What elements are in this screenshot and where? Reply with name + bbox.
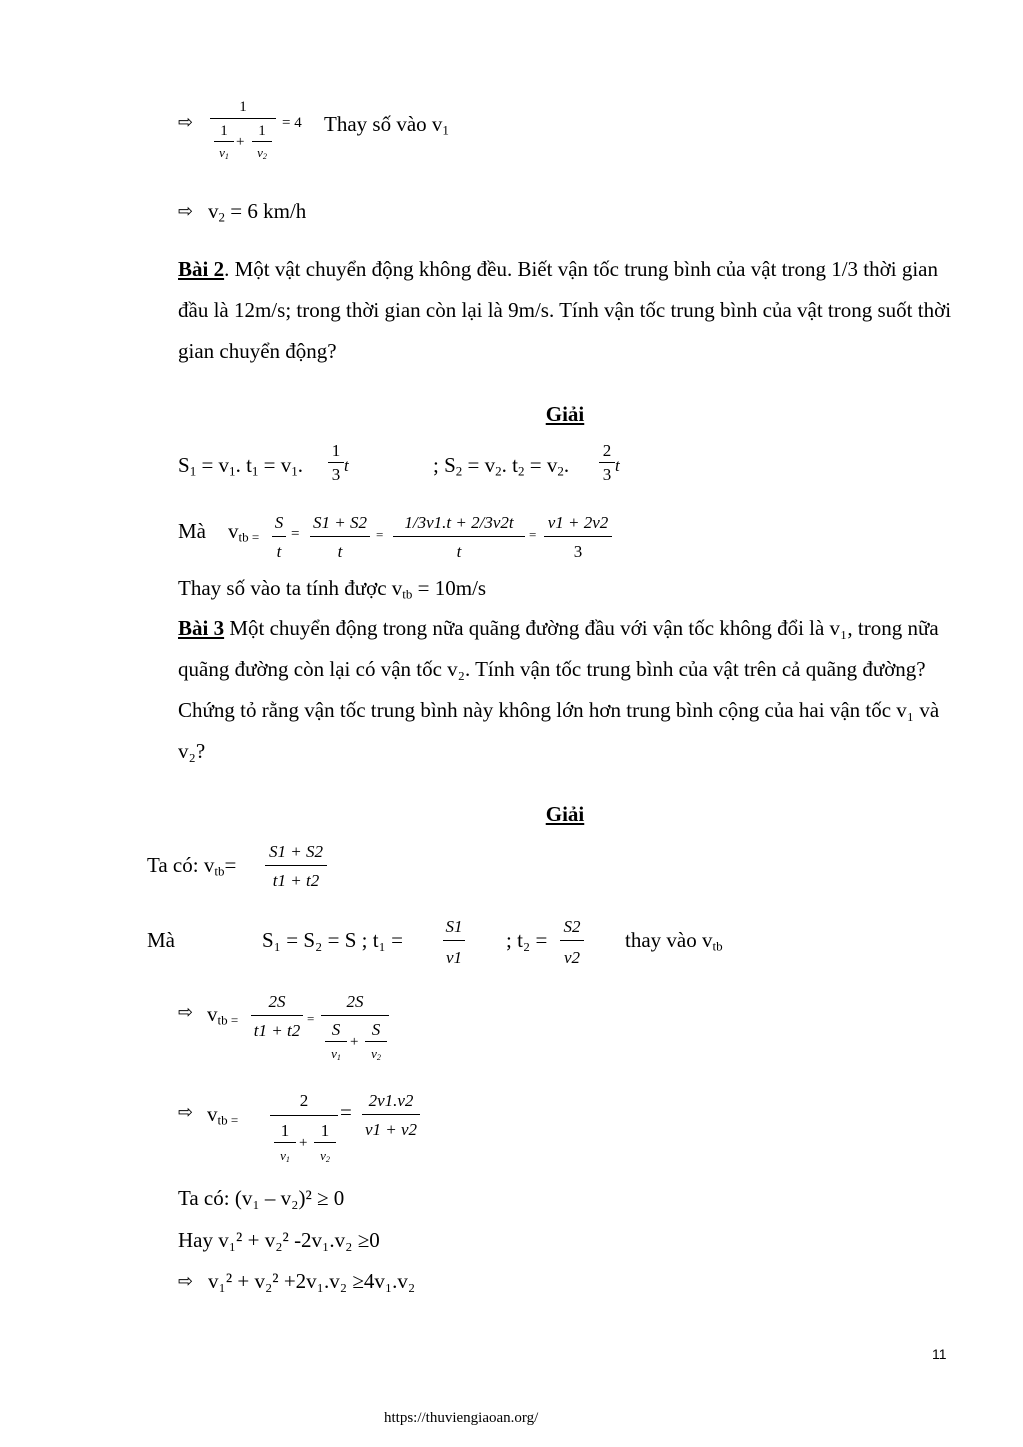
- fraction-two-thirds: 2 3: [599, 442, 615, 483]
- fraction-s1s2-over-t: S1 + S2 t: [310, 514, 370, 560]
- vtb-step2: $v_{tb =}$: [207, 1102, 239, 1128]
- ma-label-2: Mà: [147, 928, 175, 952]
- t2-label: ; t₂ =: [506, 928, 548, 952]
- footer-url[interactable]: https://thuviengiaoan.org/: [384, 1410, 539, 1426]
- inequality-line-1: Ta có: (v₁ – v₂)² ≥ 0: [178, 1186, 345, 1210]
- fraction-average: v1 + 2v2 3: [544, 514, 612, 560]
- v2-result: $v_2 = 6$ km/h: [208, 199, 307, 225]
- implies-arrow-icon: ⇨: [178, 201, 194, 222]
- implies-arrow-icon: ⇨: [178, 1002, 194, 1023]
- s1-formula: $S_1 = v_1$. $t_1 = v_1$.: [178, 453, 304, 479]
- implies-arrow-icon: ⇨: [178, 1271, 194, 1292]
- solution-heading-2: Giải: [545, 802, 585, 826]
- taco-label: Ta có: $v_{tb}=$: [147, 853, 237, 879]
- vtb-label: $v_{tb =}$: [228, 519, 260, 545]
- exercise-3: Bài 3 Một chuyển động trong nữa quãng đường đầu với vận tốc không đổi là v₁, trong nữa quãng đường còn lại có vận tốc v₂. Tính vận tốc trung bình của vật trên cả quãng đường? Chứng tỏ rằng vận tốc trung bình này không lớn hơn trung bình cộng của hai vận tốc v₁ và v₂?: [178, 616, 940, 763]
- result-bai2: Thay số vào ta tính được $v_{tb} = 10m/s$: [178, 576, 487, 602]
- fraction-harmonic: 1 1 $v_1$ + 1 $v_2$: [210, 100, 276, 173]
- page-number: 11: [932, 1346, 947, 1362]
- ma-label: Mà: [178, 519, 206, 543]
- fraction-one-third: 1 3: [328, 442, 344, 483]
- exercise-2: Bài 2. Một vật chuyển động không đều. Biết vận tốc trung bình của vật trong 1/3 thời gian đầu là 12m/s; trong thời gian còn lại là 9m/s. Tính vận tốc trung bình của vật trong suốt thời gian chuyển động?: [178, 257, 952, 363]
- inequality-line-2: Hay v₁² + v₂² -2v₁.v₂ ≥0: [178, 1228, 380, 1252]
- solution-heading-1: Giải: [545, 402, 585, 426]
- substitute-vtb: thay vào $v_{tb}$: [625, 928, 723, 954]
- fraction-weighted-sum: 1/3v1.t + 2/3v2t t: [393, 514, 525, 560]
- fraction-2-over-harmonic: 2 1 $v_1$ + 1 $v_2$: [270, 1092, 338, 1172]
- fraction-t1: S1 v1: [443, 918, 465, 966]
- inequality-line-3: v₁² + v₂² +2v₁.v₂ ≥4v₁.v₂: [208, 1269, 416, 1293]
- equals-four: = 4: [282, 115, 302, 131]
- implies-arrow-icon: ⇨: [178, 112, 194, 133]
- implies-arrow-icon: ⇨: [178, 1102, 194, 1123]
- substitute-text: Thay số vào $v_1$: [324, 112, 449, 138]
- exercise-3-label: Bài 3: [178, 616, 225, 640]
- s-equal: S₁ = S₂ = S ; t₁ =: [262, 928, 403, 952]
- fraction-vtb-def: S1 + S2 t1 + t2: [265, 843, 327, 889]
- s2-formula: ; $S_2 = v_2$. $t_2 = v_2$.: [433, 453, 570, 479]
- fraction-2s-over-sum: 2S S $v_1$ + S $v_2$: [321, 993, 389, 1070]
- fraction-t2: S2 v2: [560, 918, 584, 966]
- vtb-step1: $v_{tb =}$: [207, 1002, 239, 1028]
- fraction-s-over-t: S t: [272, 514, 286, 560]
- fraction-harmonic-mean: 2v1.v2 v1 + v2: [362, 1092, 420, 1138]
- fraction-2s-over-t: 2S t1 + t2: [251, 993, 303, 1039]
- exercise-2-label: Bài 2: [178, 257, 225, 281]
